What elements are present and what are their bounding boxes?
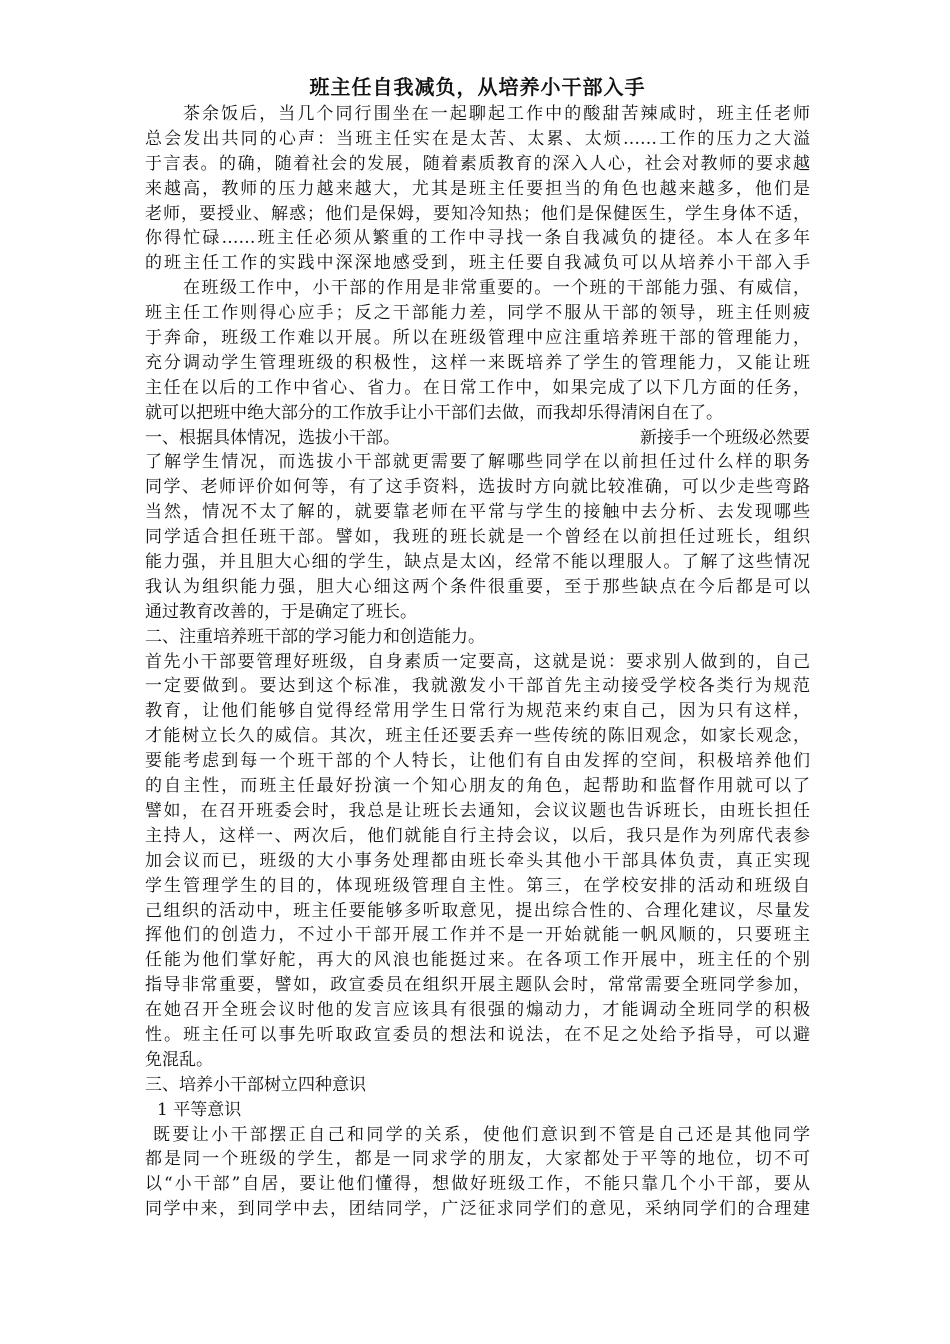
text-line: 既要让小干部摆正自己和同学的关系，使他们意识到不管是自己还是其他同学 bbox=[153, 1124, 810, 1145]
section-heading-1: 一、根据具体情况，选拔小干部。 bbox=[145, 427, 400, 448]
text-line: 班主任工作则得心应手；反之干部能力差，同学不服从干部的领导，班主任则疲 bbox=[145, 303, 810, 324]
text-line: 同学、老师评价如何等，有了这手资料，选拔时方向就比较准确，可以少走些弯路 bbox=[145, 477, 810, 498]
text-line: 譬如，在召开班委会时，我总是让班长去通知，会议议题也告诉班长，由班长担任 bbox=[145, 800, 810, 821]
text-line: 1 平等意识 bbox=[157, 1099, 242, 1120]
text-line: 一定要做到。要达到这个标准，我就激发小干部首先主动接受学校各类行为规范 bbox=[145, 676, 810, 697]
text-line: 当然，情况不太了解的，就要靠老师在平常与学生的接触中去分析、去发现哪些 bbox=[145, 502, 810, 523]
text-line: 茶余饭后，当几个同行围坐在一起聊起工作中的酸甜苦辣咸时，班主任老师 bbox=[183, 104, 810, 124]
text-line: 的自主性，而班主任最好扮演一个知心朋友的角色，起帮助和监督作用就可以了 bbox=[145, 776, 810, 797]
text-line: 教育，让他们能够自觉得经常用学生日常行为规范来约束自己，因为只有这样， bbox=[145, 701, 810, 722]
text-line: 免混乱。 bbox=[145, 1049, 213, 1070]
text-line: 总会发出共同的心声：当班主任实在是太苦、太累、太烦……工作的压力之大溢 bbox=[145, 128, 810, 149]
text-line: 同学适合担任班干部。譬如，我班的班长就是一个曾经在以前担任过班长，组织 bbox=[145, 527, 810, 548]
text-line: 能力强，并且胆大心细的学生，缺点是太凶，经常不能以理服人。了解了这些情况 bbox=[145, 552, 810, 573]
section-heading-1-tail: 新接手一个班级必然要 bbox=[640, 427, 810, 448]
text-line: 性。班主任可以事先听取政宣委员的想法和说法，在不足之处给予指导，可以避 bbox=[145, 1024, 810, 1045]
text-line: 学生管理学生的目的，体现班级管理自主性。第三，在学校安排的活动和班级自 bbox=[145, 875, 810, 896]
text-line: 才能树立长久的威信。其次，班主任还要丢弃一些传统的陈旧观念，如家长观念， bbox=[145, 726, 810, 747]
text-line: 首先小干部要管理好班级，自身素质一定要高，这就是说：要求别人做到的，自己 bbox=[145, 651, 810, 672]
document-page bbox=[145, 72, 810, 1222]
text-line: 要能考虑到每一个班干部的个人特长，让他们有自由发挥的空间，积极培养他们 bbox=[145, 751, 810, 772]
text-line: 在班级工作中，小干部的作用是非常重要的。一个班的干部能力强、有威信， bbox=[183, 278, 810, 299]
text-line: 就可以把班中绝大部分的工作放手让小干部们去做，而我却乐得清闲自在了。 bbox=[145, 402, 723, 423]
text-line: 己组织的活动中，班主任要能够多听取意见，提出综合性的、合理化建议，尽量发 bbox=[145, 900, 810, 921]
text-line: 来越高，教师的压力越来越大，尤其是班主任要担当的角色也越来越多，他们是 bbox=[145, 178, 810, 199]
text-line: 二、注重培养班干部的学习能力和创造能力。 bbox=[145, 626, 485, 647]
text-line: 通过教育改善的，于是确定了班长。 bbox=[145, 601, 417, 622]
text-line: 老师，要授业、解惑；他们是保姆，要知冷知热；他们是保健医生，学生身体不适， bbox=[145, 203, 810, 224]
text-line: 挥他们的创造力，不过小干部开展工作并不是一开始就能一帆风顺的，只要班主 bbox=[145, 925, 810, 946]
text-line: 加会议而已，班级的大小事务处理都由班长牵头其他小干部具体负责，真正实现 bbox=[145, 850, 810, 871]
text-line: 都是同一个班级的学生，都是一同求学的朋友，大家都处于平等的地位，切不可 bbox=[145, 1149, 810, 1170]
text-line: 于言表。的确，随着社会的发展，随着素质教育的深入人心，社会对教师的要求越 bbox=[145, 153, 810, 174]
text-line: 于奔命，班级工作难以开展。所以在班级管理中应注重培养班干部的管理能力， bbox=[145, 328, 810, 349]
text-line: 主任在以后的工作中省心、省力。在日常工作中，如果完成了以下几方面的任务， bbox=[145, 377, 810, 398]
text-line: 以“小干部”自居，要让他们懂得，想做好班级工作，不能只靠几个小干部，要从 bbox=[145, 1174, 810, 1195]
paragraph-block-intro bbox=[145, 102, 810, 426]
document-title: 班主任自我减负，从培养小干部入手 bbox=[309, 75, 646, 99]
text-line: 主持人，这样一、两次后，他们就能自行主持会议，以后，我只是作为列席代表参 bbox=[145, 825, 810, 846]
text-line: 的班主任工作的实践中深深地感受到，班主任要自我减负可以从培养小干部入手 bbox=[145, 253, 810, 274]
paragraph-block-body bbox=[145, 450, 810, 1222]
text-line: 我认为组织能力强，胆大心细这两个条件很重要，至于那些缺点在今后都是可以 bbox=[145, 576, 810, 597]
text-line: 指导非常重要，譬如，政宣委员在组织开展主题队会时，常常需要全班同学参加， bbox=[145, 975, 810, 996]
text-line: 任能为他们掌好舵，再大的风浪也能挺过来。在各项工作开展中，班主任的个别 bbox=[145, 950, 810, 971]
text-line: 充分调动学生管理班级的积极性，这样一来既培养了学生的管理能力，又能让班 bbox=[145, 352, 810, 373]
section-heading-1-line bbox=[145, 426, 810, 451]
text-line: 三、培养小干部树立四种意识 bbox=[145, 1074, 366, 1095]
text-line: 你得忙碌……班主任必须从繁重的工作中寻找一条自我减负的捷径。本人在多年 bbox=[145, 228, 810, 249]
text-line: 同学中来，到同学中去，团结同学，广泛征求同学们的意见，采纳同学们的合理建 bbox=[145, 1199, 810, 1220]
text-line: 在她召开全班会议时他的发言应该具有很强的煽动力，才能调动全班同学的积极 bbox=[145, 1000, 810, 1021]
text-line: 了解学生情况，而选拔小干部就更需要了解哪些同学在以前担任过什么样的职务 bbox=[145, 452, 810, 473]
